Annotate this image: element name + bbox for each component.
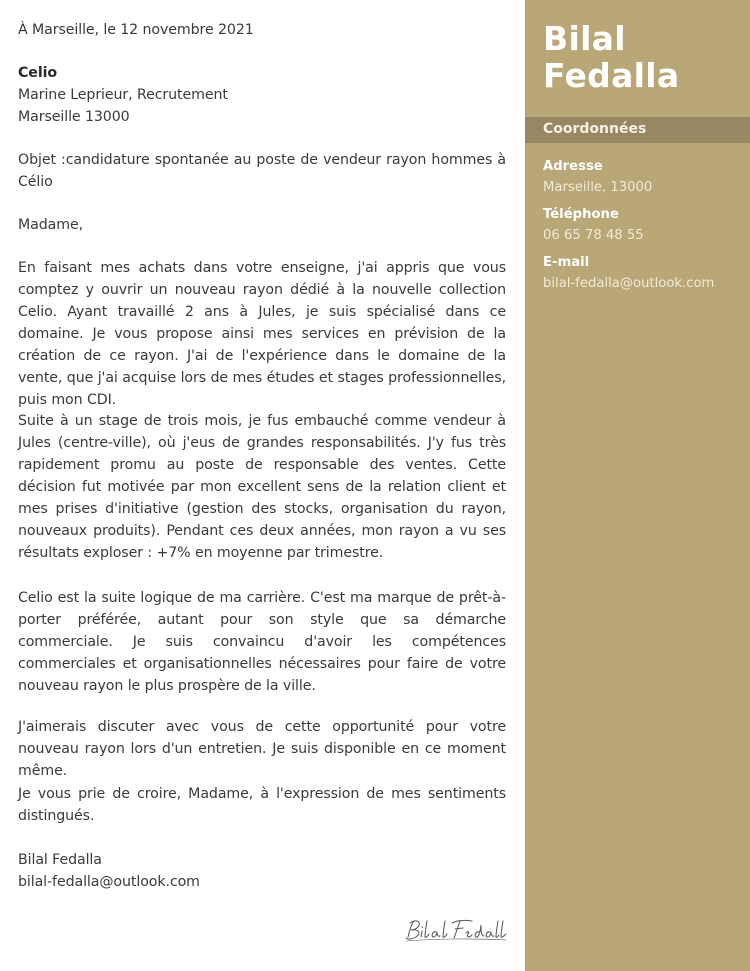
last-name: Fedalla [543, 56, 680, 95]
recipient-city: Marseille 13000 [18, 109, 130, 125]
recipient-company: Celio [18, 65, 58, 81]
first-name: Bilal [543, 19, 626, 58]
sidebar [525, 0, 750, 971]
signature-icon [402, 915, 510, 949]
contact-list [543, 157, 743, 301]
candidate-name [543, 20, 679, 94]
letter-date: À Marseille, le 12 novembre 2021 [18, 22, 254, 38]
handwritten-signature [402, 915, 510, 949]
paragraph: Je vous prie de croire, Madame, à l'expression de mes sentiments distingués. [18, 786, 506, 824]
sender-email: bilal-fedalla@outlook.com [18, 874, 200, 890]
sender-name: Bilal Fedalla [18, 852, 102, 868]
phone-value: 06 65 78 48 55 [543, 228, 644, 243]
paragraph: En faisant mes achats dans votre enseigne, j'ai appris que vous comptez y ouvrir un nouveau rayon dédié à la nouvelle collection Celio. Ayant travaillé 2 ans à Jules, je suis spécialisé dans ce domaine. Je vous propose ainsi mes services en prévision de la création de ce rayon. J'ai de l'expérience dans le domaine de la vente, que j'ai acquise lors de mes études et stages professionnelles, puis mon CDI. [18, 260, 506, 408]
recipient-contact: Marine Leprieur, Recrutement [18, 87, 228, 103]
address-label: Adresse [543, 159, 603, 174]
address-value: Marseille, 13000 [543, 180, 653, 195]
phone-label: Téléphone [543, 207, 619, 222]
email-value: bilal-fedalla@outlook.com [543, 276, 715, 291]
paragraph: Suite à un stage de trois mois, je fus embauché comme vendeur à Jules (centre-ville), où j'eus de grandes responsabilités. J'y fus très rapidement promu au poste de responsable des ventes. Cette décision fut motivée par mon excellent sens de la relation client et mes prises d'initiative (gestion des stocks, organisation du rayon, nouveaux produits). Pendant ces deux années, mon rayon a vu ses résultats exploser : +7% en moyenne par trimestre. [18, 413, 506, 561]
letter-subject: Objet :candidature spontanée au poste de vendeur rayon hommes à Célio [18, 152, 506, 190]
email-label: E-mail [543, 255, 590, 270]
letter-salutation: Madame, [18, 217, 83, 233]
paragraph: Celio est la suite logique de ma carrière. C'est ma marque de prêt-à-porter préférée, autant pour son style que sa démarche commerciale. Je suis convaincu d'avoir les compétences commerciales et organisationnelles nécessaires pour faire de votre nouveau rayon le plus prospère de la ville. [18, 590, 506, 694]
recipient-block [18, 62, 228, 128]
section-title: Coordonnées [543, 121, 647, 137]
closing-block [18, 849, 200, 893]
paragraph: J'aimerais discuter avec vous de cette opportunité pour votre nouveau rayon lors d'un entretien. Je suis disponible en ce moment même. [18, 719, 506, 779]
section-header-contact [525, 117, 750, 143]
